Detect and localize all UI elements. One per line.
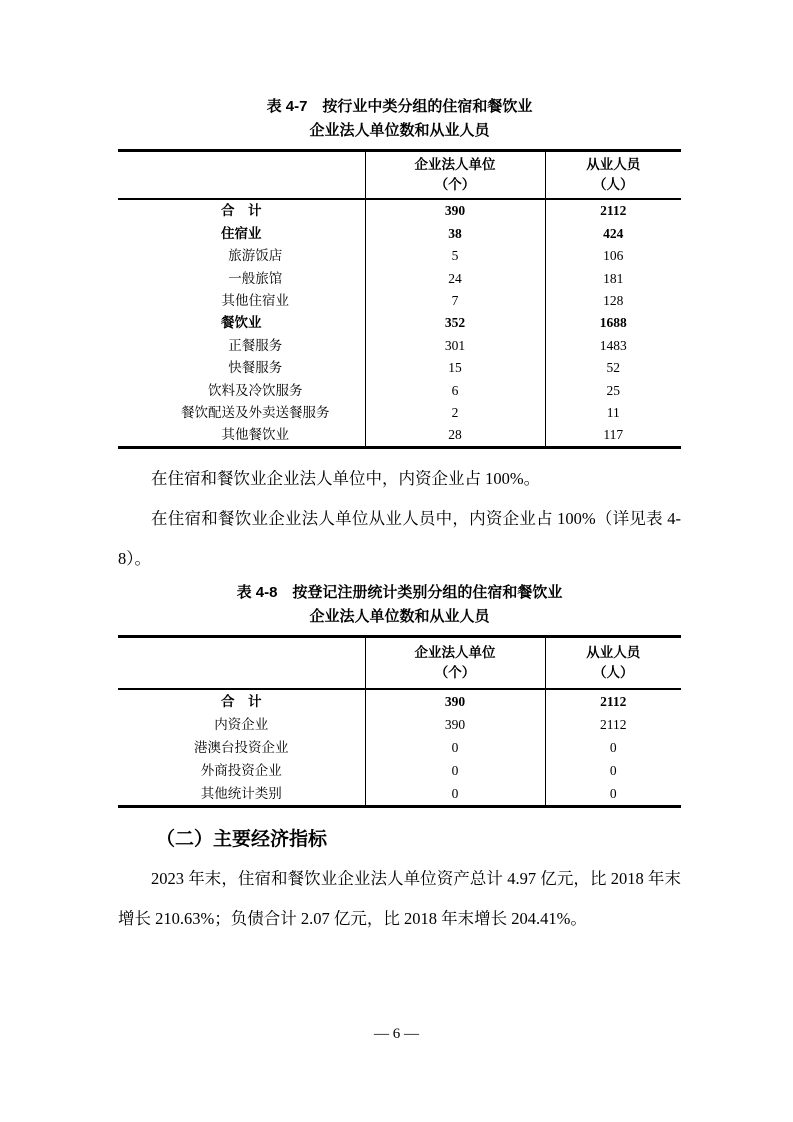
cell-label: 一般旅馆 <box>228 270 283 286</box>
table-row <box>118 245 681 267</box>
cell-label: 外商投资企业 <box>200 763 282 779</box>
cell-persons: 424 <box>545 222 681 244</box>
table-4-7-caption-line1: 表 4-7 按行业中类分组的住宿和餐饮业 <box>266 98 533 115</box>
table-4-7-header-row <box>118 151 681 200</box>
section-heading-economic-indicators: （二）主要经济指标 <box>156 829 328 851</box>
cell-units: 352 <box>365 312 545 334</box>
header-persons-cell <box>545 151 681 200</box>
cell-units: 390 <box>365 199 545 222</box>
cell-label: 正餐服务 <box>228 337 283 353</box>
header-units-line2: （个） <box>434 177 476 192</box>
cell-units: 390 <box>365 713 545 736</box>
table-4-7-caption-line2: 企业法人单位数和从业人员 <box>309 122 490 139</box>
table-4-8 <box>118 635 681 808</box>
cell-persons: 128 <box>545 290 681 312</box>
header-persons-line2: （人） <box>593 177 634 192</box>
header-persons-cell <box>545 637 681 690</box>
cell-label: 快餐服务 <box>228 360 283 376</box>
cell-label: 旅游饭店 <box>228 248 283 264</box>
header-units-cell <box>365 637 545 690</box>
cell-units: 301 <box>365 334 545 356</box>
cell-label: 住宿业 <box>221 225 262 241</box>
cell-persons: 2112 <box>545 713 681 736</box>
cell-units: 390 <box>365 689 545 713</box>
cell-label: 饮料及冷饮服务 <box>208 382 303 398</box>
cell-label: 餐饮业 <box>221 315 262 331</box>
table-row <box>118 759 681 782</box>
header-units-line1: 企业法人单位 <box>414 645 496 661</box>
header-persons-line2: （人） <box>593 665 634 681</box>
table-row <box>118 736 681 759</box>
paragraph-economic-indicators: 2023 年末，住宿和餐饮业企业法人单位资产总计 4.97 亿元，比 2018 年末增长 210.63%；负债合计 2.07 亿元，比 2018 年末增长 204.41%。 <box>118 869 681 929</box>
page-content <box>118 95 681 939</box>
cell-units: 2 <box>365 402 545 424</box>
cell-units: 24 <box>365 267 545 289</box>
cell-label: 其他统计类别 <box>200 786 282 802</box>
cell-persons: 106 <box>545 245 681 267</box>
cell-persons: 1483 <box>545 334 681 356</box>
table-4-8-caption-line2: 企业法人单位数和从业人员 <box>309 608 490 626</box>
table-row <box>118 782 681 807</box>
table-4-8-header-row <box>118 637 681 690</box>
table-row <box>118 689 681 713</box>
cell-persons: 0 <box>545 736 681 759</box>
cell-units: 5 <box>365 245 545 267</box>
cell-units: 6 <box>365 379 545 401</box>
cell-units: 7 <box>365 290 545 312</box>
table-row <box>118 267 681 289</box>
cell-label: 合 计 <box>221 203 262 219</box>
paragraph-domestic-units: 在住宿和餐饮业企业法人单位中，内资企业占 100%。 <box>151 469 541 489</box>
paragraph-domestic-persons: 在住宿和餐饮业企业法人单位从业人员中，内资企业占 100%（详见表 4-8）。 <box>118 509 681 569</box>
cell-persons: 2112 <box>545 199 681 222</box>
cell-persons: 0 <box>545 759 681 782</box>
table-row <box>118 312 681 334</box>
table-row <box>118 424 681 448</box>
cell-units: 0 <box>365 736 545 759</box>
table-row <box>118 713 681 736</box>
cell-persons: 11 <box>545 402 681 424</box>
table-4-8-caption <box>118 581 681 629</box>
cell-units: 28 <box>365 424 545 448</box>
cell-units: 38 <box>365 222 545 244</box>
table-4-8-caption-line1: 表 4-8 按登记注册统计类别分组的住宿和餐饮业 <box>236 584 563 602</box>
table-row <box>118 357 681 379</box>
cell-units: 0 <box>365 759 545 782</box>
table-row <box>118 402 681 424</box>
cell-persons: 2112 <box>545 689 681 713</box>
cell-units: 15 <box>365 357 545 379</box>
header-empty-cell <box>118 151 365 200</box>
table-row <box>118 222 681 244</box>
cell-persons: 181 <box>545 267 681 289</box>
table-row <box>118 199 681 222</box>
table-row <box>118 379 681 401</box>
cell-label: 其他餐饮业 <box>221 427 289 443</box>
cell-persons: 25 <box>545 379 681 401</box>
cell-persons: 0 <box>545 782 681 807</box>
header-empty-cell <box>118 637 365 690</box>
cell-persons: 52 <box>545 357 681 379</box>
cell-label: 内资企业 <box>214 717 269 733</box>
header-units-cell <box>365 151 545 200</box>
header-units-line1: 企业法人单位 <box>414 157 496 172</box>
cell-label: 合 计 <box>221 694 262 710</box>
cell-persons: 1688 <box>545 312 681 334</box>
header-persons-line1: 从业人员 <box>586 645 641 661</box>
cell-label: 港澳台投资企业 <box>194 740 289 756</box>
table-row <box>118 290 681 312</box>
cell-units: 0 <box>365 782 545 807</box>
cell-label: 其他住宿业 <box>221 293 289 308</box>
header-units-line2: （个） <box>434 665 476 681</box>
cell-persons: 117 <box>545 424 681 448</box>
table-4-7-caption <box>118 95 681 143</box>
header-persons-line1: 从业人员 <box>586 157 641 172</box>
page-number: — 6 — <box>374 1026 419 1042</box>
table-row <box>118 334 681 356</box>
table-4-7 <box>118 149 681 449</box>
cell-label: 餐饮配送及外卖送餐服务 <box>181 404 330 420</box>
